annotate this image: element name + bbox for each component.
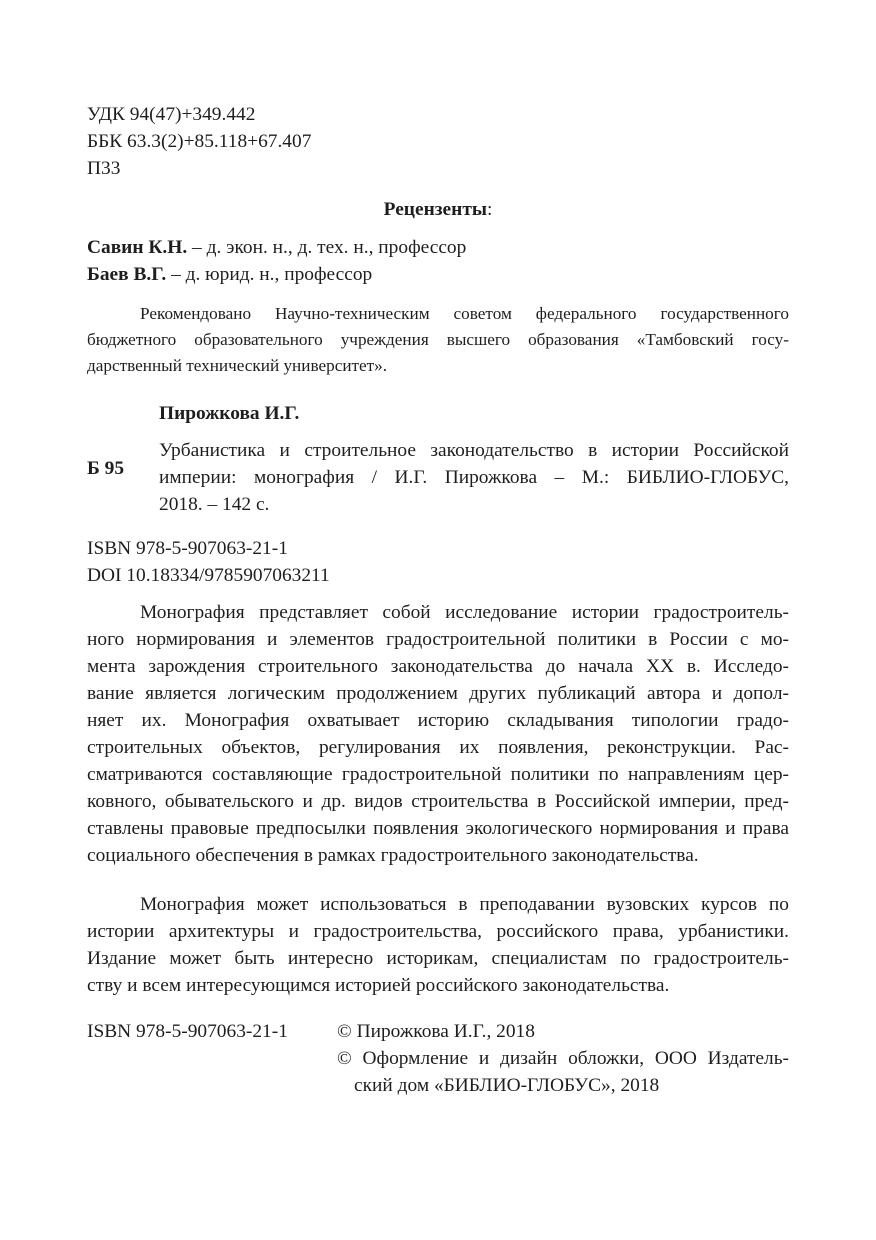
catalog-description-line: Урбанистика и строительное законодательство в истории Российской <box>159 440 789 461</box>
design-copyright-line: ский дом «БИБЛИО-ГЛОБУС», 2018 <box>354 1075 660 1096</box>
catalog-description-line: 2018. – 142 с. <box>159 494 270 515</box>
abstract-line: строительных объектов, регулирования их появления, реконструкции. Рас- <box>87 737 789 758</box>
reviewer-detail: – д. экон. н., д. тех. н., профессор <box>187 237 467 258</box>
reviewer-name: Савин К.Н. <box>87 237 188 258</box>
abstract-line: няет их. Монография охватывает историю складывания типологии градо- <box>87 710 789 731</box>
copyright-isbn-text: ISBN 978-5-907063-21-1 <box>87 1021 288 1042</box>
abstract-line: ковного, обывательского и др. видов строительства в Российской империи, пред- <box>87 791 789 812</box>
abstract-line: сматриваются составляющие градостроительной политики по направлениям цер- <box>87 764 789 785</box>
copyright-isbn <box>87 1018 327 1045</box>
catalog-code-text: Б 95 <box>87 458 125 479</box>
recommendation-line: дарственный технический университет». <box>87 356 388 375</box>
abstract-paragraph <box>87 891 789 999</box>
abstract-line: Монография может использоваться в преподавании вузовских курсов по <box>140 894 789 915</box>
reviewer-item <box>87 234 789 261</box>
abstract-line: мента зарождения строительного законодательства до начала XX в. Исследо- <box>87 656 789 677</box>
classification-codes <box>87 101 789 182</box>
reviewer-detail: – д. юрид. н., профессор <box>166 264 373 285</box>
author-mark: П33 <box>87 158 121 179</box>
catalog-code <box>87 455 147 482</box>
reviewers-heading <box>87 196 789 223</box>
abstract-line: истории архитектуры и градостроительства, российского права, урбанистики. <box>87 921 789 942</box>
abstract-line: Издание может быть интересно историкам, специалистам по градостроитель- <box>87 948 789 969</box>
author-copyright: © Пирожкова И.Г., 2018 <box>337 1021 535 1042</box>
identifiers <box>87 535 789 589</box>
recommendation-line: бюджетного образовательного учреждения высшего образования «Тамбовский госу- <box>87 330 789 349</box>
copyright-block <box>337 1018 789 1099</box>
abstract-line: Монография представляет собой исследование истории градостроитель- <box>140 602 789 623</box>
reviewers-heading-text: Рецензенты <box>383 199 487 220</box>
reviewer-name: Баев В.Г. <box>87 264 167 285</box>
bbk-code: ББК 63.3(2)+85.118+67.407 <box>87 131 312 152</box>
abstract-line: социального обеспечения в рамках градостроительного законодательства. <box>87 845 699 866</box>
abstract-paragraph <box>87 599 789 869</box>
recommendation-note <box>87 301 789 379</box>
abstract-line: вание является логическим продолжением других публикаций автора и допол- <box>87 683 789 704</box>
recommendation-line: Рекомендовано Научно-техническим советом федерального государственного <box>140 304 789 323</box>
abstract-line: ству и всем интересующимся историей российского законодательства. <box>87 975 670 996</box>
reviewers-list <box>87 234 789 288</box>
doi: DOI 10.18334/9785907063211 <box>87 565 330 586</box>
udk-code: УДК 94(47)+349.442 <box>87 104 256 125</box>
reviewer-item <box>87 261 789 288</box>
catalog-author-name: Пирожкова И.Г. <box>159 403 300 424</box>
abstract-line: ного нормирования и элементов градостроительной политики в России с мо- <box>87 629 789 650</box>
catalog-author <box>159 400 789 427</box>
reviewers-heading-colon: : <box>487 199 493 220</box>
catalog-description-line: империи: монография / И.Г. Пирожкова – М.: БИБЛИО-ГЛОБУС, <box>159 467 789 488</box>
design-copyright-line: © Оформление и дизайн обложки, ООО Издатель- <box>337 1048 789 1069</box>
catalog-description <box>159 437 789 518</box>
abstract-line: ставлены правовые предпосылки появления экологического нормирования и права <box>87 818 789 839</box>
isbn: ISBN 978-5-907063-21-1 <box>87 538 288 559</box>
